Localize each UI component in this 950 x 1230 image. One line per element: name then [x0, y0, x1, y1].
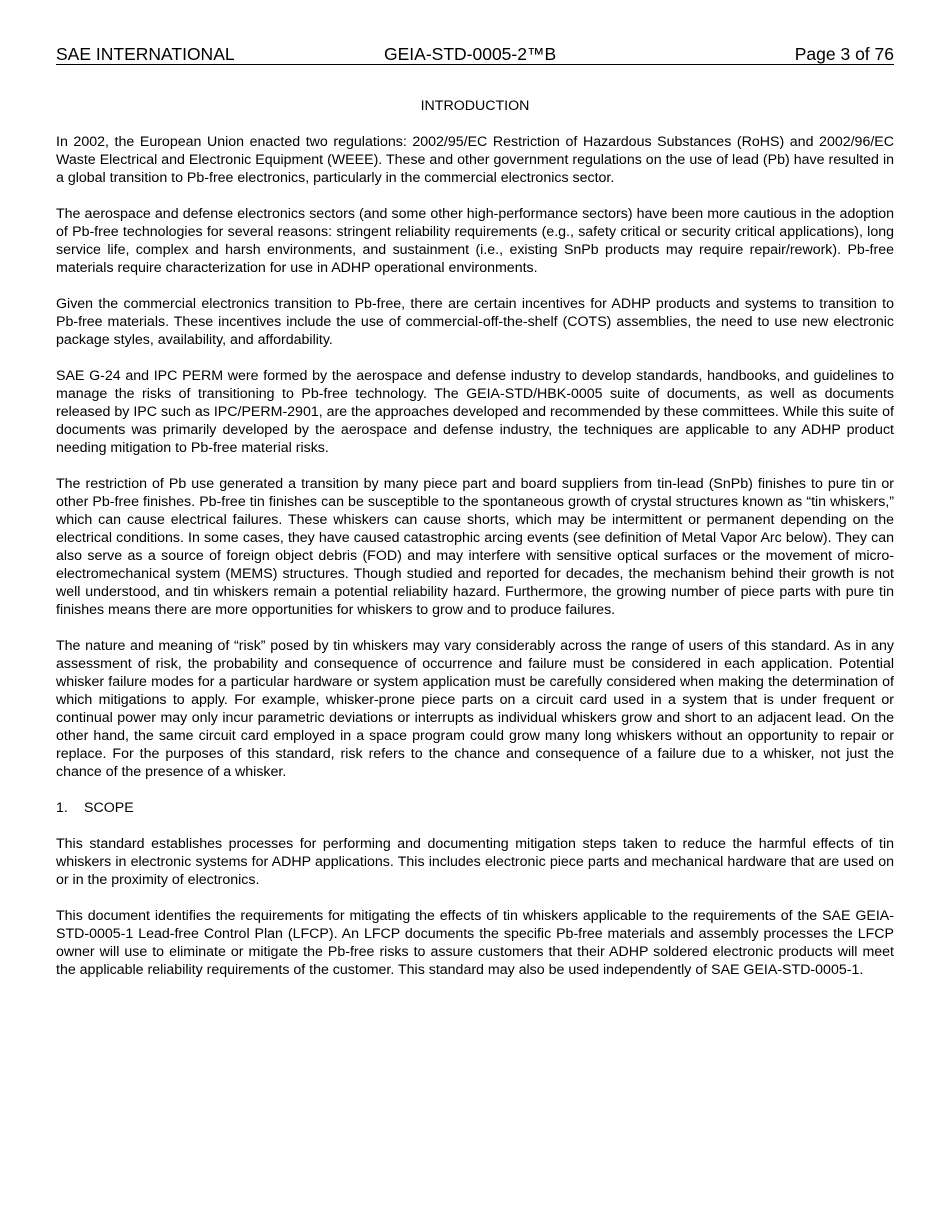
introduction-paragraph: The restriction of Pb use generated a transition by many piece part and board suppliers from tin-lead (SnPb) finishes to pure tin or other Pb-free finishes. Pb-free tin finishes can be susceptible to the spontaneous growth of crystal structures known as “tin whiskers,” which can cause electrical failures. These whiskers can cause shorts, which may be intermittent or permanent depending on the electrical conditions. In some cases, they have caused catastrophic arcing events (see definition of Metal Vapor Arc below). They can also serve as a source of foreign object debris (FOD) and may interfere with sensitive optical surfaces or the movement of micro-electromechanical system (MEMS) structures. Though studied and reported for decades, the mechanism behind their growth is not well understood, and tin whiskers remain a potential reliability hazard. Furthermore, the growing number of piece parts with pure tin finishes means there are more opportunities for whiskers to grow and to produce failures. [56, 476, 894, 618]
scope-section-number: 1. [56, 800, 68, 816]
introduction-paragraph: The aerospace and defense electronics sectors (and some other high-performance sectors) have been more cautious in the adoption of Pb-free technologies for several reasons: stringent reliability requirements (e.g., safety critical or security critical applications), long service life, complex and harsh environments, and sustainment (i.e., existing SnPb products may require repair/rework). Pb-free materials require characterization for use in ADHP operational environments. [56, 206, 894, 276]
introduction-heading: INTRODUCTION [420, 98, 530, 114]
scope-section-title: SCOPE [84, 800, 134, 816]
introduction-paragraph: The nature and meaning of “risk” posed by tin whiskers may vary considerably across the range of users of this standard. As in any assessment of risk, the probability and consequence of occurrence and failure must be considered in each application. Potential whisker failure modes for a particular hardware or system application must be carefully considered when making the determination of which mitigations to apply. For example, whisker-prone piece parts on a circuit card used in a system that is under frequent or continual power may only incur parametric deviations or interrupts as individual whiskers grow and short to an adjacent lead. On the other hand, the same circuit card employed in a space program could grow many long whiskers without an opportunity to repair or replace. For the purposes of this standard, risk refers to the chance and consequence of a failure due to a whisker, not just the chance of the presence of a whisker. [56, 638, 894, 780]
header-document-id: GEIA-STD-0005-2™B [384, 44, 557, 64]
page-body [56, 97, 894, 997]
scope-paragraph: This standard establishes processes for performing and documenting mitigation steps taken to reduce the harmful effects of tin whiskers in electronic systems for ADHP applications. This includes electronic piece parts and mechanical hardware that are used on or in the proximity of electronics. [56, 836, 894, 888]
running-header [56, 44, 894, 65]
scope-heading [56, 799, 894, 817]
introduction-paragraph: SAE G-24 and IPC PERM were formed by the aerospace and defense industry to develop standards, handbooks, and guidelines to manage the risks of transitioning to Pb-free technology. The GEIA-STD/HBK-0005 suite of documents, as well as documents released by IPC such as IPC/PERM-2901, are the approaches developed and recommended by these committees. While this suite of documents was primarily developed by the aerospace and defense industry, the techniques are applicable to any ADHP product needing mitigation to Pb-free material risks. [56, 368, 894, 456]
header-publisher: SAE INTERNATIONAL [56, 44, 235, 64]
scope-paragraph: This document identifies the requirements for mitigating the effects of tin whiskers applicable to the requirements of the SAE GEIA-STD-0005-1 Lead-free Control Plan (LFCP). An LFCP documents the specific Pb-free materials and assembly processes the LFCP owner will use to eliminate or mitigate the Pb-free risks to assure customers that their ADHP soldered electronic products will meet the applicable reliability requirements of the customer. This standard may also be used independently of SAE GEIA-STD-0005-1. [56, 908, 894, 978]
introduction-paragraph: In 2002, the European Union enacted two regulations: 2002/95/EC Restriction of Hazardous Substances (RoHS) and 2002/96/EC Waste Electrical and Electronic Equipment (WEEE). These and other government regulations on the use of lead (Pb) have resulted in a global transition to Pb-free electronics, particularly in the commercial electronics sector. [56, 134, 894, 186]
header-page-number: Page 3 of 76 [794, 44, 894, 64]
introduction-paragraph: Given the commercial electronics transition to Pb-free, there are certain incentives for ADHP products and systems to transition to Pb-free materials. These incentives include the use of commercial-off-the-shelf (COTS) assemblies, the need to use new electronic package styles, availability, and affordability. [56, 296, 894, 348]
